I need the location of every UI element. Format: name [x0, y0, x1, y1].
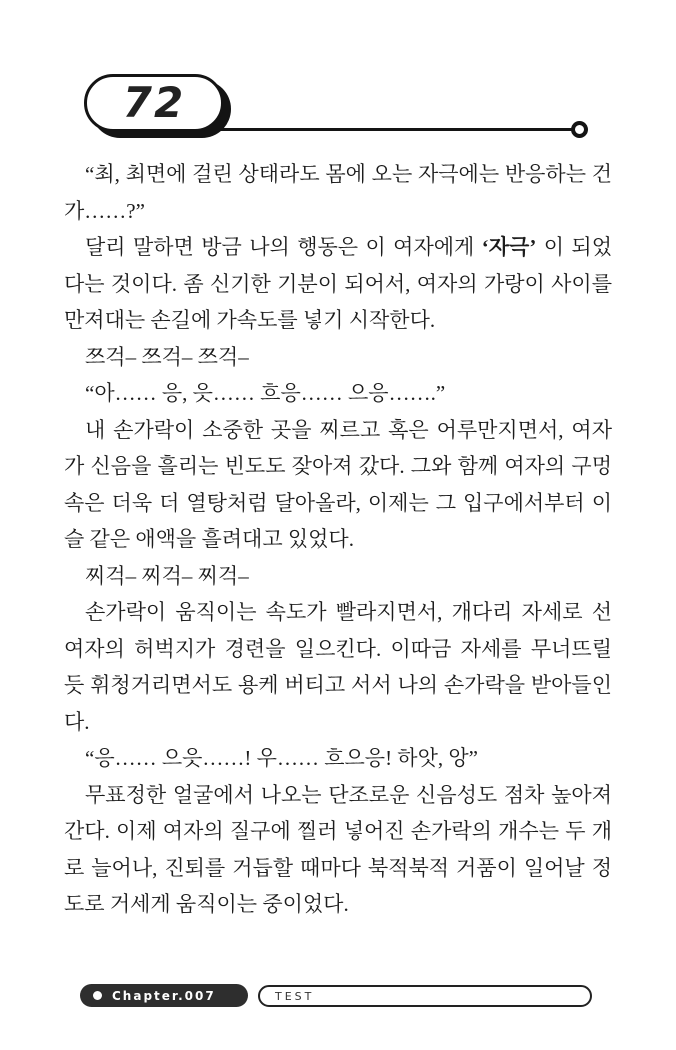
paragraph: 내 손가락이 소중한 곳을 찌르고 혹은 어루만지면서, 여자가 신음을 흘리는 빈도도 잦아져 갔다. 그와 함께 여자의 구멍 속은 더욱 더 열탕처럼 달아올라, 이제는 그 입구에서부터 이슬 같은 애액을 흘려대고 있었다.: [64, 417, 612, 551]
paragraph: “응…… 으읏……! 우…… 흐으응! 하앗, 앙”: [85, 746, 478, 770]
emphasized-text: ‘자극’: [481, 235, 537, 259]
page-number: 72: [122, 77, 186, 127]
paragraph: 찌걱– 찌걱– 찌걱–: [85, 563, 249, 588]
chapter-label: Chapter.007: [112, 988, 216, 1003]
body-text: [64, 156, 612, 923]
header-rule-line: [220, 128, 572, 131]
page-number-capsule: [84, 74, 224, 132]
paragraph: “최, 최면에 걸린 상태라도 몸에 오는 자극에는 반응하는 건가……?”: [64, 162, 612, 223]
paragraph: 손가락이 움직이는 속도가 빨라지면서, 개다리 자세로 선 여자의 허벅지가 경련을 일으킨다. 이따금 자세를 무너뜨릴 듯 휘청거리면서도 용케 버티고 서서 나의 손가락을 받아들인다.: [64, 600, 612, 734]
paragraph: 달리 말하면 방금 나의 행동은 이 여자에게 ‘자극’ 이 되었다는 것이다. 좀 신기한 기분이 되어서, 여자의 가랑이 사이를 만져대는 손길에 가속도를 넣기 시작한다.: [64, 235, 612, 332]
header-rule-end-ring-icon: [571, 121, 588, 138]
section-label: TEST: [275, 989, 315, 1003]
section-badge: [258, 985, 592, 1007]
paragraph: 쯔걱– 쯔걱– 쯔걱–: [85, 344, 249, 369]
chapter-badge: [80, 984, 248, 1007]
paragraph: “아…… 응, 읏…… 흐응…… 으응…….”: [85, 381, 446, 405]
bullet-dot-icon: [93, 991, 102, 1000]
paragraph: 무표정한 얼굴에서 나오는 단조로운 신음성도 점차 높아져 간다. 이제 여자의 질구에 찔러 넣어진 손가락의 개수는 두 개로 늘어나, 진퇴를 거듭할 때마다 북적북적 거품이 일어날 정도로 거세게 움직이는 중이었다.: [64, 782, 612, 916]
